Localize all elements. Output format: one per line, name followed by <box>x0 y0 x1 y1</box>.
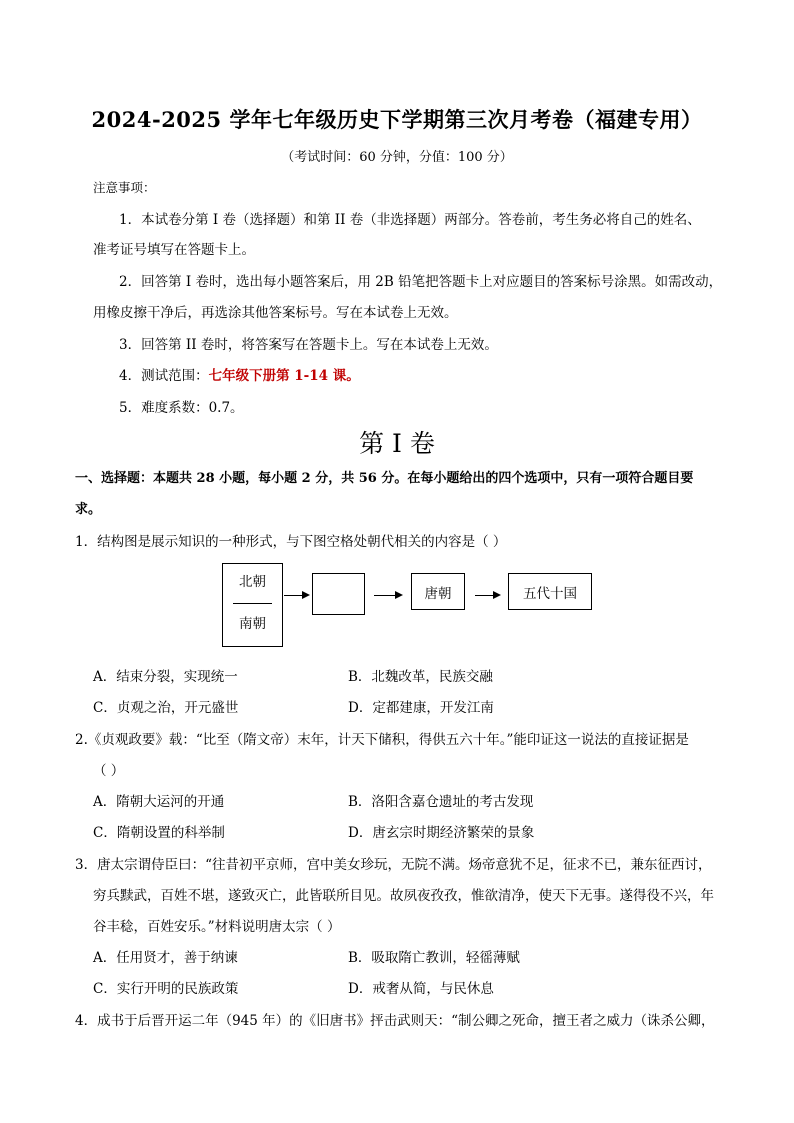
q2-stem: 2.《贞观政要》载：“比至（隋文帝）末年，计天下储积，得供五六十年。”能印证这一说法的直接证据是 <box>75 732 689 748</box>
north-south-box <box>222 563 283 647</box>
section-intro-line-2: 求。 <box>75 502 102 517</box>
q3-line-1: 3．唐太宗谓侍臣曰：“往昔初平京师，宫中美女珍玩，无院不满。炀帝意犹不足，征求不已，兼东征西讨， <box>75 857 712 873</box>
q4-line-1: 4．成书于后晋开运二年（945 年）的《旧唐书》抨击武则天：“制公卿之死命，擅王者之威力（诛杀公卿， <box>75 1013 715 1029</box>
q2-paren: （ ） <box>93 763 125 779</box>
notice-item-2-line-2: 用橡皮擦干净后，再选涂其他答案标号。写在本试卷上无效。 <box>93 305 458 321</box>
q3-option-a: A．任用贤才，善于纳谏 <box>93 950 238 966</box>
tang-dynasty-label: 唐朝 <box>424 585 452 602</box>
q3-option-d: D．戒奢从简，与民休息 <box>348 981 494 997</box>
q3-line-3: 谷丰稔，百姓安乐。”材料说明唐太宗（ ） <box>93 919 341 935</box>
south-dynasty-label: 南朝 <box>239 616 266 632</box>
notice-item-1-line-1: 1．本试卷分第 I 卷（选择题）和第 II 卷（非选择题）两部分。答卷前，考生务必将自己的姓名、 <box>119 212 701 228</box>
q1-option-a: A．结束分裂，实现统一 <box>93 669 238 685</box>
q2-option-d: D．唐玄宗时期经济繁荣的景象 <box>348 825 535 841</box>
q3-line-2: 穷兵黩武，百姓不堪，遂致灭亡，此皆联所目见。故夙夜孜孜，惟欲清净，使天下无事。遂得役不兴，年 <box>93 888 714 904</box>
q1-option-b: B．北魏改革，民族交融 <box>348 669 493 685</box>
north-dynasty-label: 北朝 <box>239 574 266 590</box>
notice-item-1-line-2: 准考证号填写在答题卡上。 <box>93 242 255 258</box>
tang-box <box>411 573 465 610</box>
blank-dynasty-box <box>312 573 365 615</box>
notice-item-2-line-1: 2．回答第 I 卷时，选出每小题答案后，用 2B 铅笔把答题卡上对应题目的答案标号涂黑。如需改动， <box>119 274 723 290</box>
wudai-box <box>508 573 592 610</box>
q2-option-c: C．隋朝设置的科举制 <box>93 825 225 841</box>
notice-item-3: 3．回答第 II 卷时，将答案写在答题卡上。写在本试卷上无效。 <box>119 337 498 353</box>
q3-option-c: C．实行开明的民族政策 <box>93 981 239 997</box>
arrow-2 <box>374 595 401 596</box>
arrow-3 <box>475 595 499 596</box>
notice-item-5: 5．难度系数：0.7。 <box>119 400 244 416</box>
exam-subtitle: （考试时间：60 分钟，分值：100 分） <box>281 150 513 165</box>
notice-item-4 <box>119 364 360 384</box>
q3-option-b: B．吸取隋亡教训，轻徭薄赋 <box>348 950 520 966</box>
q1-option-d: D．定都建康，开发江南 <box>348 700 494 716</box>
section-heading: 第 I 卷 <box>359 429 435 458</box>
notice-heading: 注意事项： <box>93 180 156 195</box>
notice-item-4-prefix: 4．测试范围： <box>119 368 209 384</box>
q2-option-b: B．洛阳含嘉仓遗址的考古发现 <box>348 794 534 810</box>
q1-stem: 1．结构图是展示知识的一种形式，与下图空格处朝代相关的内容是（ ） <box>75 534 507 550</box>
section-intro-line-1: 一、选择题：本题共 28 小题，每小题 2 分，共 56 分。在每小题给出的四个选项中，只有一项符合题目要 <box>75 471 694 486</box>
exam-title: 2024-2025 学年七年级历史下学期第三次月考卷（福建专用） <box>91 107 703 132</box>
divider-line <box>233 603 272 604</box>
test-range: 七年级下册第 1-14 课。 <box>208 368 360 384</box>
q1-option-c: C．贞观之治，开元盛世 <box>93 700 239 716</box>
wudai-label: 五代十国 <box>523 585 577 602</box>
arrow-1 <box>284 595 308 596</box>
q2-option-a: A．隋朝大运河的开通 <box>93 794 225 810</box>
